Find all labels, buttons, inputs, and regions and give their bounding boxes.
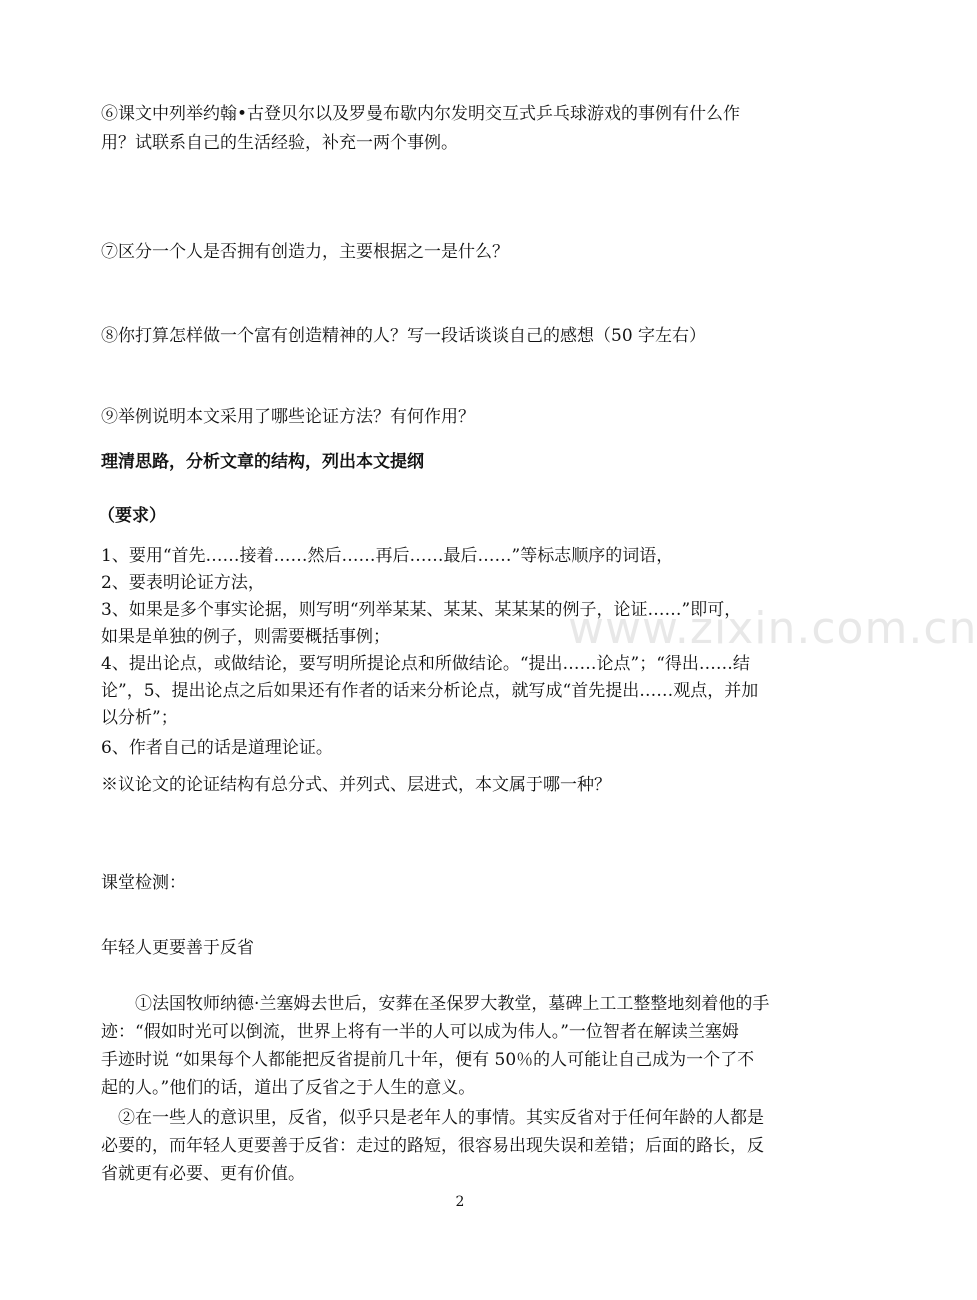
watermark: www.zixin.com.cn (568, 603, 977, 654)
requirements-heading: （要求） (98, 506, 166, 526)
requirement-item-3-line-2: 如果是单独的例子，则需要概括事例； (101, 627, 390, 647)
requirement-item-4-line-1: 4、提出论点，或做结论，要写明所提论点和所做结论。“提出……论点”；“得出……结 (101, 654, 750, 674)
question-6-line-2: 用？试联系自己的生活经验，补充一两个事例。 (101, 133, 458, 153)
requirement-item-1: 1、要用“首先……接着……然后……再后……最后……”等标志顺序的词语， (101, 546, 674, 566)
passage-p1-line-2: 迹：“假如时光可以倒流，世界上将有一半的人可以成为伟人。”一位智者在解读兰塞姆 (101, 1022, 739, 1042)
question-7: ⑦区分一个人是否拥有创造力，主要根据之一是什么？ (101, 242, 509, 262)
question-6-line-1: ⑥课文中列举约翰•古登贝尔以及罗曼布歇内尔发明交互式乒乓球游戏的事例有什么作 (101, 104, 741, 124)
passage-p2-line-3: 省就更有必要、更有价值。 (101, 1164, 305, 1184)
requirement-item-6: 6、作者自己的话是道理论证。 (101, 738, 333, 758)
passage-p2-line-1: ②在一些人的意识里，反省，似乎只是老年人的事情。其实反省对于任何年龄的人都是 (118, 1108, 764, 1128)
requirement-item-4-line-3: 以分析”； (101, 708, 178, 728)
question-9: ⑨举例说明本文采用了哪些论证方法？有何作用？ (101, 407, 475, 427)
requirement-item-2: 2、要表明论证方法， (101, 573, 265, 593)
page-number: 2 (455, 1194, 465, 1210)
question-8: ⑧你打算怎样做一个富有创造精神的人？写一段话谈谈自己的感想（50 字左右） (101, 326, 707, 346)
passage-p1-line-1: ①法国牧师纳德·兰塞姆去世后，安葬在圣保罗大教堂，墓碑上工工整整地刻着他的手 (135, 994, 770, 1014)
passage-p1-line-3: 手迹时说 “如果每个人都能把反省提前几十年，便有 50％的人可能让自己成为一个了不 (101, 1050, 755, 1070)
requirement-item-4-line-2: 论”，5、提出论点之后如果还有作者的话来分析论点，就写成“首先提出……观点，并加 (101, 681, 759, 701)
structure-question: ※议论文的论证结构有总分式、并列式、层进式，本文属于哪一种？ (101, 775, 611, 795)
requirement-item-3-line-1: 3、如果是多个事实论据，则写明“列举某某、某某、某某某的例子，论证……”即可， (101, 600, 742, 620)
passage-title: 年轻人更要善于反省 (101, 938, 254, 958)
passage-p2-line-2: 必要的，而年轻人更要善于反省：走过的路短，很容易出现失误和差错；后面的路长，反 (101, 1136, 764, 1156)
outline-heading: 理清思路，分析文章的结构，列出本文提纲 (101, 452, 424, 472)
passage-p1-line-4: 起的人。”他们的话，道出了反省之于人生的意义。 (101, 1078, 476, 1098)
quiz-label: 课堂检测： (101, 873, 186, 893)
